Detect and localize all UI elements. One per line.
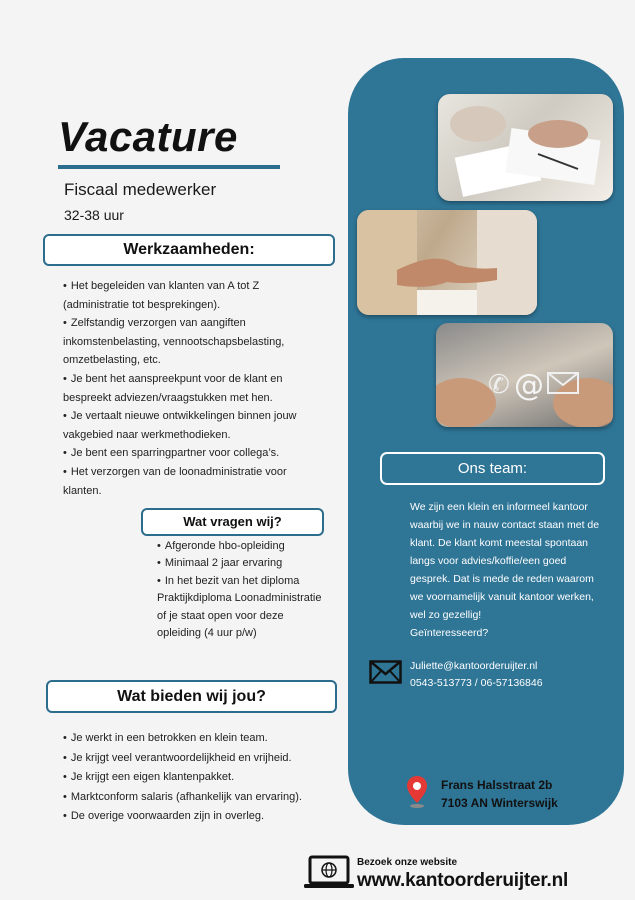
team-heading: Ons team: xyxy=(380,452,605,485)
team-text: We zijn een klein en informeel kantoor waarbij we in nauw contact staan met de klant. De klant komt meestal spontaan langs voor advies/koffie/een goed gesprek. Dat is mede de reden waarom we voornamelijk vanuit kantoor werken, wel zo gezellig! xyxy=(410,501,600,621)
title-underline xyxy=(58,165,280,169)
list-item: • Je vertaalt nieuwe ontwikkelingen binnen jouw vakgebied naar werkmethodieken. xyxy=(63,407,328,444)
list-item: • In het bezit van het diploma Praktijkdiploma Loonadministratie of je staat open voor deze opleiding (4 uur p/w) xyxy=(157,573,327,643)
address-city: 7103 AN Winterswijk xyxy=(441,796,558,810)
contact-info xyxy=(410,658,543,692)
bieden-heading: Wat bieden wij jou? xyxy=(46,680,337,713)
website-link[interactable]: www.kantoorderuijter.nl xyxy=(357,870,569,891)
list-item: • Je bent het aanspreekpunt voor de klant en bespreekt adviezen/vraagstukken met hen. xyxy=(63,370,328,407)
werkzaamheden-heading: Werkzaamheden: xyxy=(43,234,335,266)
photo-contact-icons xyxy=(436,323,613,427)
svg-text:@: @ xyxy=(514,368,544,403)
list-item: • Minimaal 2 jaar ervaring xyxy=(157,555,327,572)
vacancy-title: Vacature xyxy=(58,113,238,160)
photo-handshake xyxy=(357,210,537,315)
list-item: • Je werkt in een betrokken en klein team. xyxy=(63,729,333,749)
svg-text:✆: ✆ xyxy=(488,370,510,400)
list-item: • Het begeleiden van klanten van A tot Z (administratie tot besprekingen). xyxy=(63,277,328,314)
job-title: Fiscaal medewerker xyxy=(64,180,217,199)
list-item: • Je krijgt veel verantwoordelijkheid en vrijheid. xyxy=(63,749,333,769)
list-item: • Je bent een sparringpartner voor collega’s. xyxy=(63,444,328,463)
address xyxy=(441,776,558,812)
location-pin-icon xyxy=(406,775,428,814)
photo-paperwork xyxy=(438,94,613,201)
team-description xyxy=(410,498,600,642)
vragen-heading: Wat vragen wij? xyxy=(141,508,324,536)
visit-website-label: Bezoek onze website xyxy=(357,857,458,868)
phone-numbers: 0543-513773 / 06-57136846 xyxy=(410,677,543,689)
job-hours: 32-38 uur xyxy=(64,207,124,223)
interest-text: Geïnteresseerd? xyxy=(410,627,489,639)
list-item: • Zelfstandig verzorgen van aangiften inkomstenbelasting, vennootschapsbelasting, omzetbelasting, etc. xyxy=(63,314,328,370)
address-street: Frans Halsstraat 2b xyxy=(441,778,553,792)
list-item: • Marktconform salaris (afhankelijk van ervaring). xyxy=(63,788,333,808)
list-item: • Afgeronde hbo-opleiding xyxy=(157,538,327,555)
list-item: • De overige voorwaarden zijn in overleg. xyxy=(63,807,333,827)
vragen-list xyxy=(157,538,327,642)
list-item: • Het verzorgen van de loonadministratie voor klanten. xyxy=(63,463,328,500)
list-item: • Je krijgt een eigen klantenpakket. xyxy=(63,768,333,788)
laptop-globe-icon xyxy=(303,855,355,896)
mail-icon xyxy=(369,660,402,689)
bieden-list xyxy=(63,729,333,827)
email-link[interactable]: Juliette@kantoorderuijter.nl xyxy=(410,660,538,672)
werkzaamheden-list xyxy=(63,277,328,500)
